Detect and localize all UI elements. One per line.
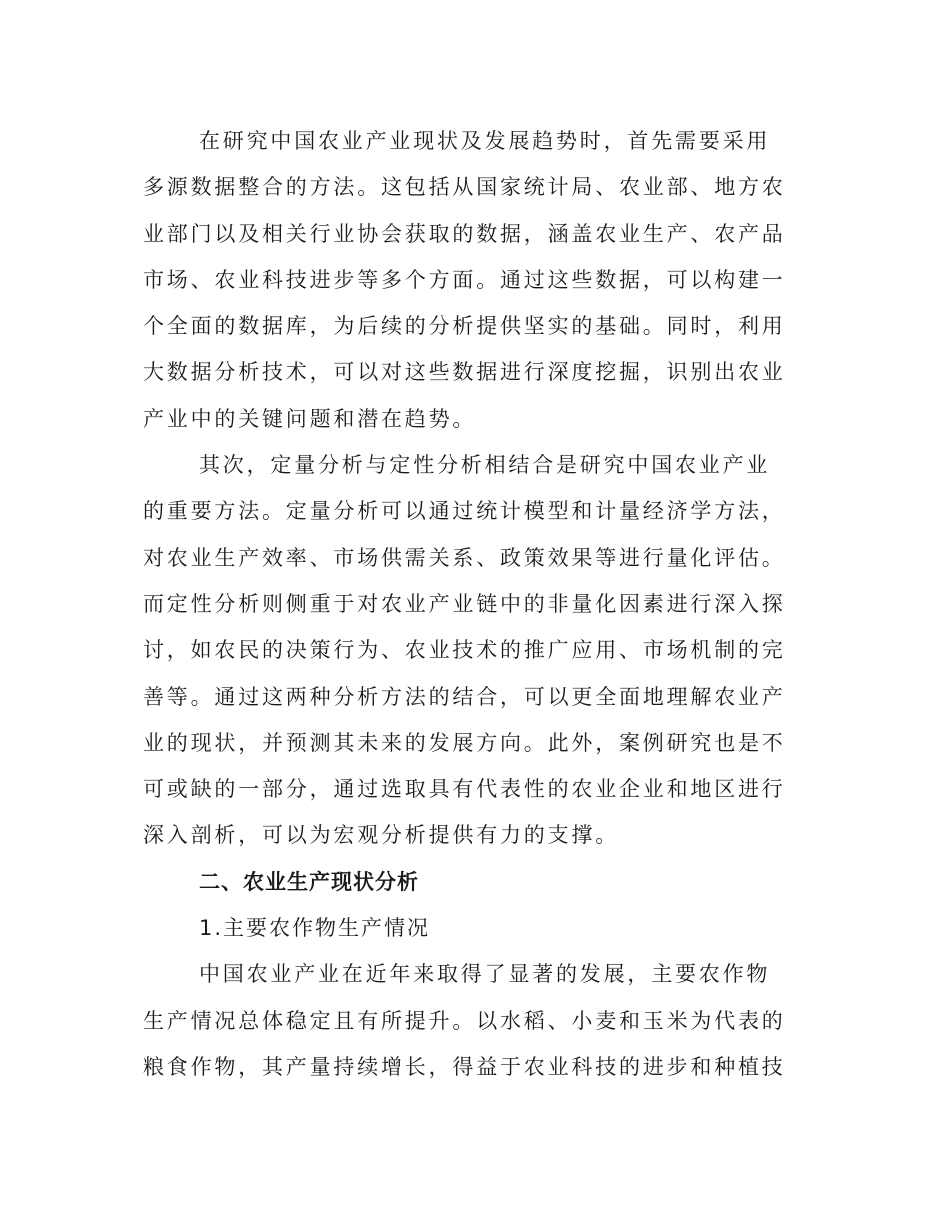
text-line: 粮食作物，其产量持续增长，得益于农业科技的进步和种植技 bbox=[143, 1054, 786, 1079]
section-heading: 二、农业生产现状分析 bbox=[199, 869, 419, 894]
text-line: 其次，定量分析与定性分析相结合是研究中国农业产业 bbox=[199, 453, 771, 478]
text-line: 可或缺的一部分，通过选取具有代表性的农业企业和地区进行 bbox=[143, 777, 786, 802]
text-line: 个全面的数据库，为后续的分析提供坚实的基础。同时，利用 bbox=[143, 314, 786, 339]
text-line: 市场、农业科技进步等多个方面。通过这些数据，可以构建一 bbox=[143, 267, 786, 292]
text-line: 业部门以及相关行业协会获取的数据，涵盖农业生产、农产品 bbox=[143, 221, 786, 246]
text-line: 大数据分析技术，可以对这些数据进行深度挖掘，识别出农业 bbox=[143, 360, 786, 385]
text-line: 而定性分析则侧重于对农业产业链中的非量化因素进行深入探 bbox=[143, 591, 786, 616]
text-line: 善等。通过这两种分析方法的结合，可以更全面地理解农业产 bbox=[143, 684, 786, 709]
text-line: 在研究中国农业产业现状及发展趋势时，首先需要采用 bbox=[199, 129, 771, 153]
text-line: 中国农业产业在近年来取得了显著的发展，主要农作物 bbox=[199, 962, 771, 987]
text-line: 讨，如农民的决策行为、农业技术的推广应用、市场机制的完 bbox=[143, 638, 786, 663]
text-line: 多源数据整合的方法。这包括从国家统计局、农业部、地方农 bbox=[143, 175, 786, 200]
paragraph bbox=[143, 442, 809, 859]
text-line: 深入剖析，可以为宏观分析提供有力的支撑。 bbox=[143, 823, 619, 848]
text-line: 对农业生产效率、市场供需关系、政策效果等进行量化评估。 bbox=[143, 545, 786, 570]
subsection-heading: 1.主要农作物生产情况 bbox=[199, 916, 431, 941]
text-line: 产业中的关键问题和潜在趋势。 bbox=[143, 406, 477, 431]
paragraph bbox=[143, 951, 809, 1090]
paragraph bbox=[143, 118, 809, 442]
text-line: 的重要方法。定量分析可以通过统计模型和计量经济学方法， bbox=[143, 499, 786, 524]
document-body bbox=[143, 118, 809, 1090]
text-line: 生产情况总体稳定且有所提升。以水稻、小麦和玉米为代表的 bbox=[143, 1008, 786, 1033]
text-line: 业的现状，并预测其未来的发展方向。此外，案例研究也是不 bbox=[143, 730, 786, 755]
